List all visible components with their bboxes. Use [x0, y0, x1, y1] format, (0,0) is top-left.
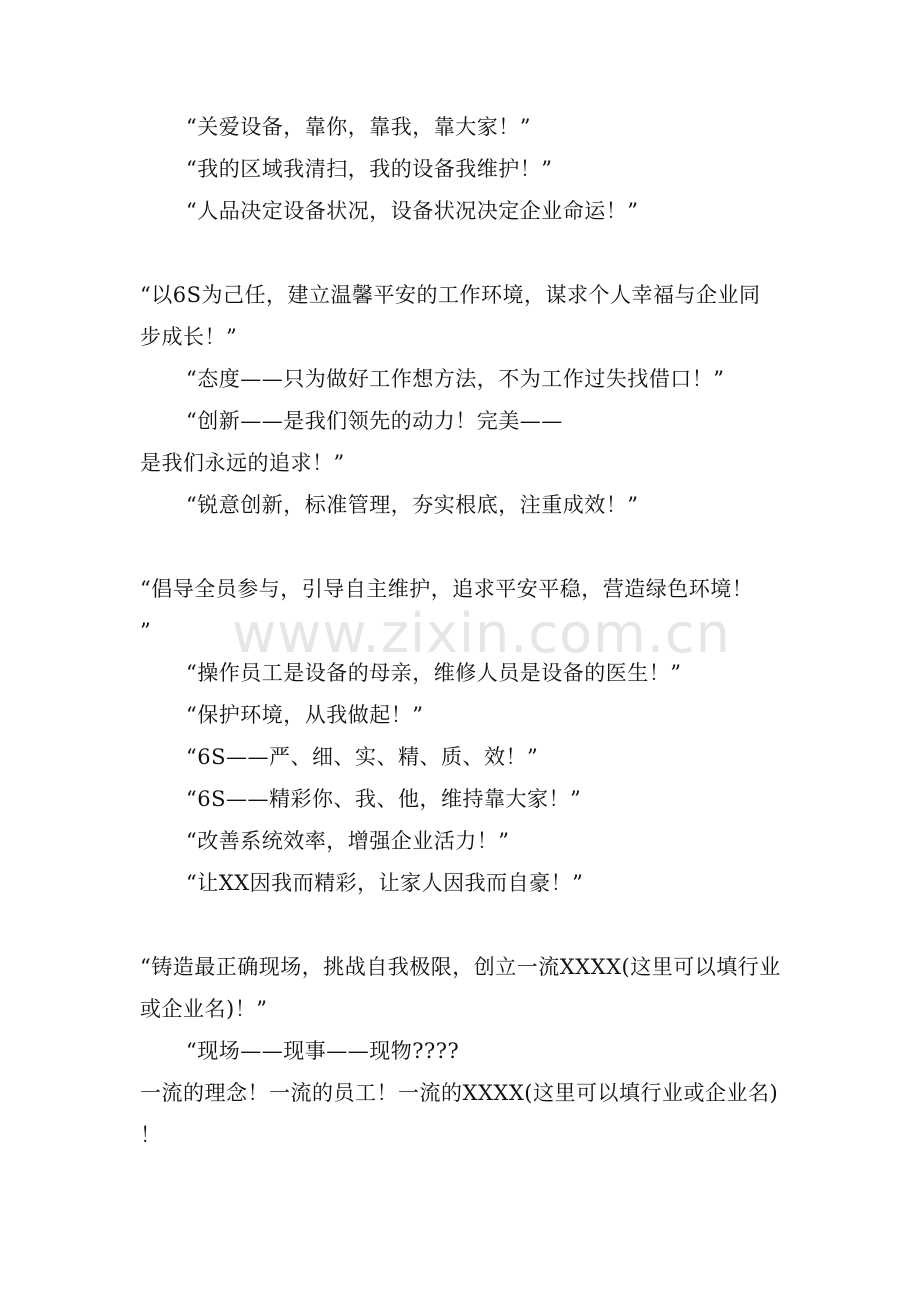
watermark: www.zixin.com.cn: [232, 602, 731, 665]
slogan-line: “关爱设备，靠你，靠我，靠大家！”: [186, 115, 531, 139]
slogan-line: “铸造最正确现场，挑战自我极限，创立一流XXXX(这里可以填行业: [140, 955, 781, 979]
slogan-line-continuation: 是我们永远的追求！”: [140, 451, 345, 475]
slogan-line: “6S——精彩你、我、他，维持靠大家！”: [186, 787, 582, 811]
slogan-line: “保护环境，从我做起！”: [186, 703, 424, 727]
slogan-line-continuation: 步成长！”: [140, 325, 238, 349]
slogan-line: “操作员工是设备的母亲，维修人员是设备的医生！”: [186, 661, 682, 685]
slogan-line: 一流的理念！一流的员工！一流的XXXX(这里可以填行业或企业名): [140, 1081, 779, 1105]
slogan-line-continuation: ！: [140, 1123, 162, 1147]
slogan-line: “改善系统效率，增强企业活力！”: [186, 829, 510, 853]
slogan-line-continuation: ”: [140, 619, 152, 643]
slogan-line: “我的区域我清扫，我的设备我维护！”: [186, 157, 553, 181]
slogan-line: “锐意创新，标准管理，夯实根底，注重成效！”: [186, 493, 639, 517]
slogan-line: “6S——严、细、实、精、质、效！”: [186, 745, 539, 769]
slogan-line: “倡导全员参与，引导自主维护，追求平安平稳，营造绿色环境！: [140, 577, 754, 601]
slogan-line: “人品决定设备状况，设备状况决定企业命运！”: [186, 199, 639, 223]
slogan-line: “创新——是我们领先的动力！完美——: [186, 409, 563, 433]
slogan-line-continuation: 或企业名)！”: [140, 997, 268, 1021]
slogan-line: “态度——只为做好工作想方法，不为工作过失找借口！”: [186, 367, 725, 391]
slogan-line: “现场——现事——现物????: [186, 1039, 460, 1063]
slogan-line: “以6S为己任，建立温馨平安的工作环境，谋求个人幸福与企业同: [140, 283, 761, 307]
slogan-line: “让XX因我而精彩，让家人因我而自豪！”: [186, 871, 584, 895]
